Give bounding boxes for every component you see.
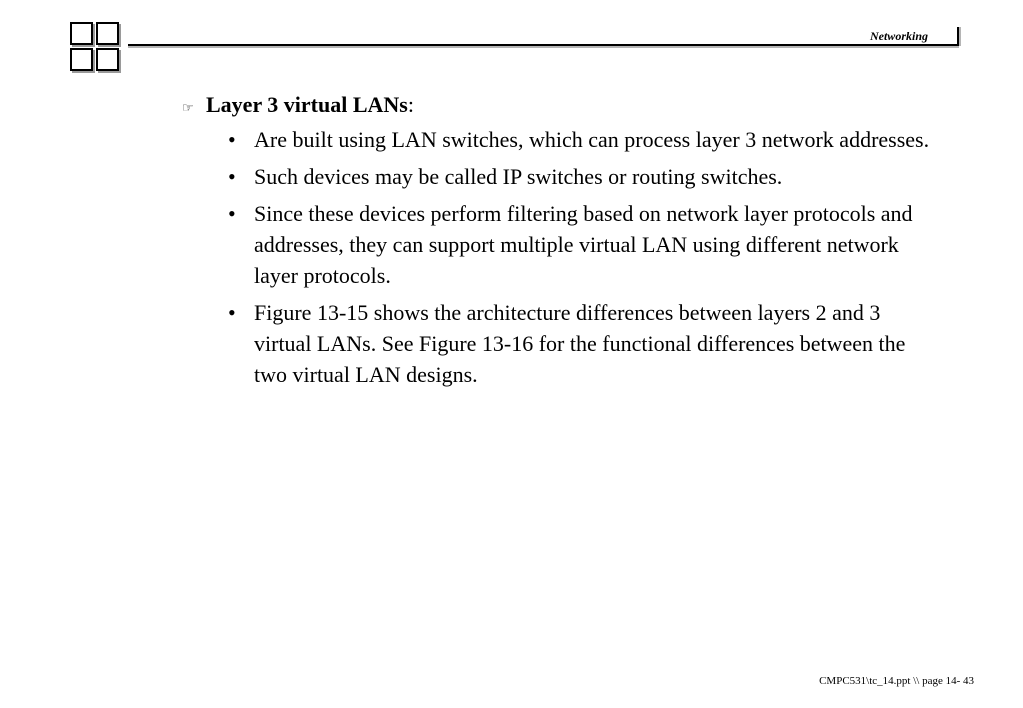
four-squares-logo-icon: [70, 22, 122, 74]
bullet-dot-icon: •: [228, 201, 236, 226]
slide-content: [182, 92, 942, 396]
list-item: [228, 161, 942, 192]
list-item: [228, 198, 942, 291]
heading-suffix: :: [407, 92, 414, 117]
logo-square: [96, 22, 119, 45]
bullet-dot-icon: •: [228, 127, 236, 152]
slide-heading: [182, 92, 942, 118]
header-divider: [128, 44, 959, 46]
page-footer: CMPC531\tc_14.ppt \\ page 14- 43: [819, 675, 974, 687]
bullet-text: Such devices may be called IP switches or routing switches.: [254, 164, 783, 189]
heading-text: Layer 3 virtual LANs: [206, 92, 408, 117]
header-title: Networking: [869, 29, 928, 43]
list-item: [228, 297, 942, 390]
bullet-text: Figure 13-15 shows the architecture differences between layers 2 and 3 virtual LANs. See Figure 13-16 for the functional differences between the two virtual LAN designs.: [254, 300, 906, 387]
logo-square: [70, 48, 93, 71]
bullet-dot-icon: •: [228, 300, 236, 325]
logo-square: [70, 22, 93, 45]
list-item: [228, 124, 942, 155]
bullet-text: Are built using LAN switches, which can process layer 3 network addresses.: [254, 127, 930, 152]
bullet-dot-icon: •: [228, 164, 236, 189]
bullet-text: Since these devices perform filtering based on network layer protocols and addresses, they can support multiple virtual LAN using different network layer protocols.: [254, 201, 913, 288]
bullet-list: [182, 124, 942, 390]
logo-square: [96, 48, 119, 71]
pointing-hand-icon: ☞: [182, 100, 194, 115]
header-divider-end: [957, 27, 959, 46]
